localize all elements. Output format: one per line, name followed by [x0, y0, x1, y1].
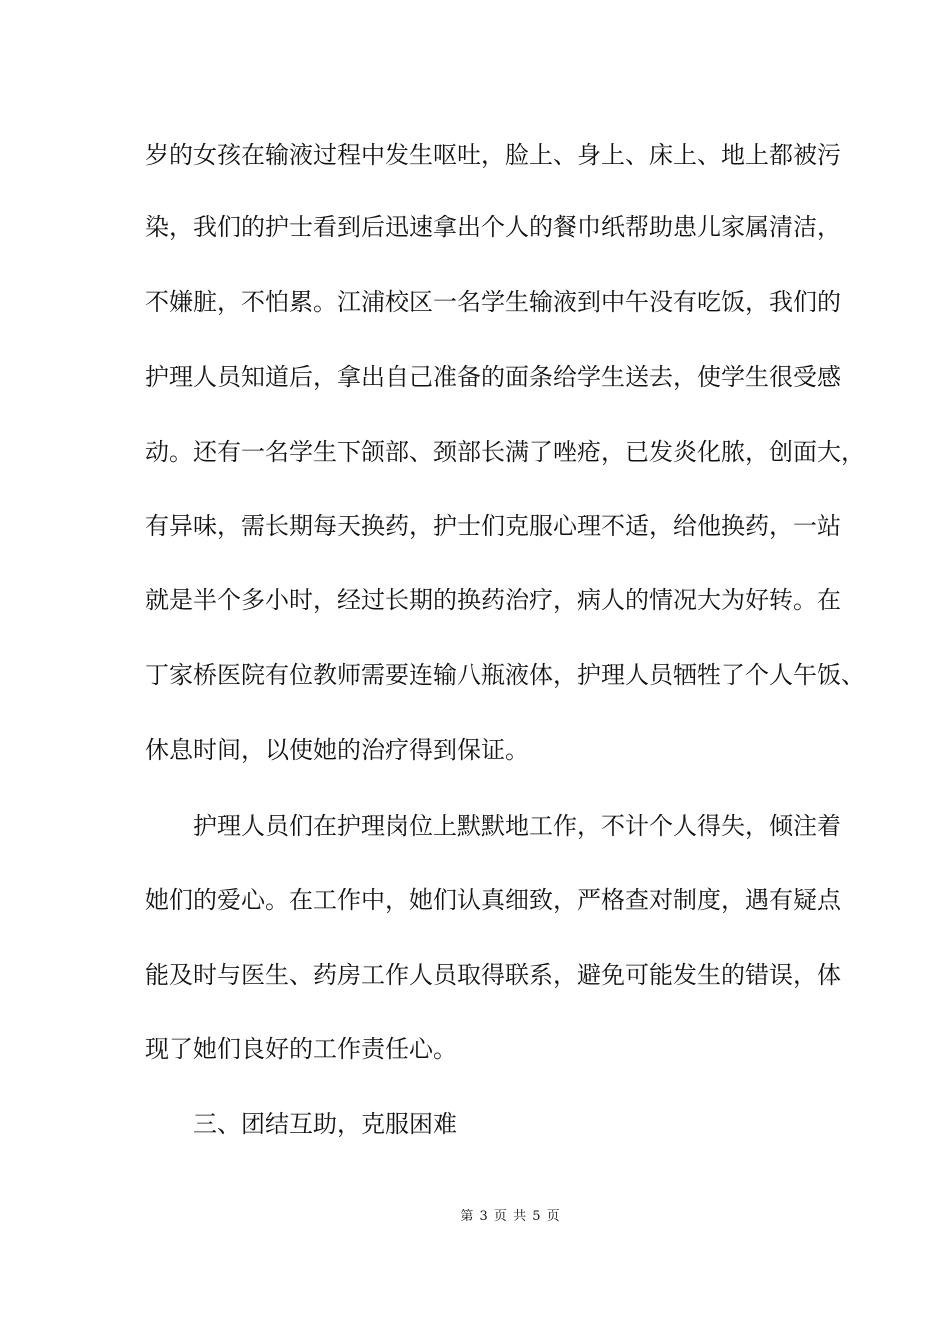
body-text-line: 她们的爱心。在工作中，她们认真细致，严格查对制度，遇有疑点	[145, 886, 841, 914]
body-text-line: 动。还有一名学生下颌部、颈部长满了唑疮，已发炎化脓，创面大，	[145, 438, 865, 466]
page-footer	[0, 1208, 950, 1226]
body-text-line: 护理人员知道后，拿出自己准备的面条给学生送去，使学生很受感	[145, 363, 841, 391]
body-text-line: 现了她们良好的工作责任心。	[145, 1035, 457, 1063]
footer-total-label: 共	[513, 1209, 527, 1224]
body-text-line: 岁的女孩在输液过程中发生呕吐，脸上、身上、床上、地上都被污	[145, 141, 841, 169]
section-heading: 三、团结互助，克服困难	[193, 1110, 457, 1138]
body-text-line: 不嫌脏，不怕累。江浦校区一名学生输液到中午没有吃饭，我们的	[145, 288, 841, 316]
paragraph-first-line: 护理人员们在护理岗位上默默地工作，不计个人得失，倾注着	[193, 812, 841, 840]
body-text-line: 能及时与医生、药房工作人员取得联系，避免可能发生的错误，体	[145, 961, 841, 989]
body-text-line: 丁家桥医院有位教师需要连输八瓶液体，护理人员牺牲了个人午饭、	[145, 661, 865, 689]
footer-unit-label: 页	[493, 1209, 507, 1224]
body-text-line: 有异味，需长期每天换药，护士们克服心理不适，给他换药，一站	[145, 512, 841, 540]
footer-unit-label-2: 页	[546, 1209, 560, 1224]
body-text-line: 染，我们的护士看到后迅速拿出个人的餐巾纸帮助患儿家属清洁，	[145, 213, 841, 241]
body-text-line: 休息时间，以使她的治疗得到保证。	[145, 736, 529, 764]
body-text-line: 就是半个多小时，经过长期的换药治疗，病人的情况大为好转。在	[145, 586, 841, 614]
footer-current-page: 3	[479, 1209, 488, 1224]
footer-page-label: 第	[460, 1209, 474, 1224]
footer-total-pages: 5	[532, 1209, 541, 1224]
